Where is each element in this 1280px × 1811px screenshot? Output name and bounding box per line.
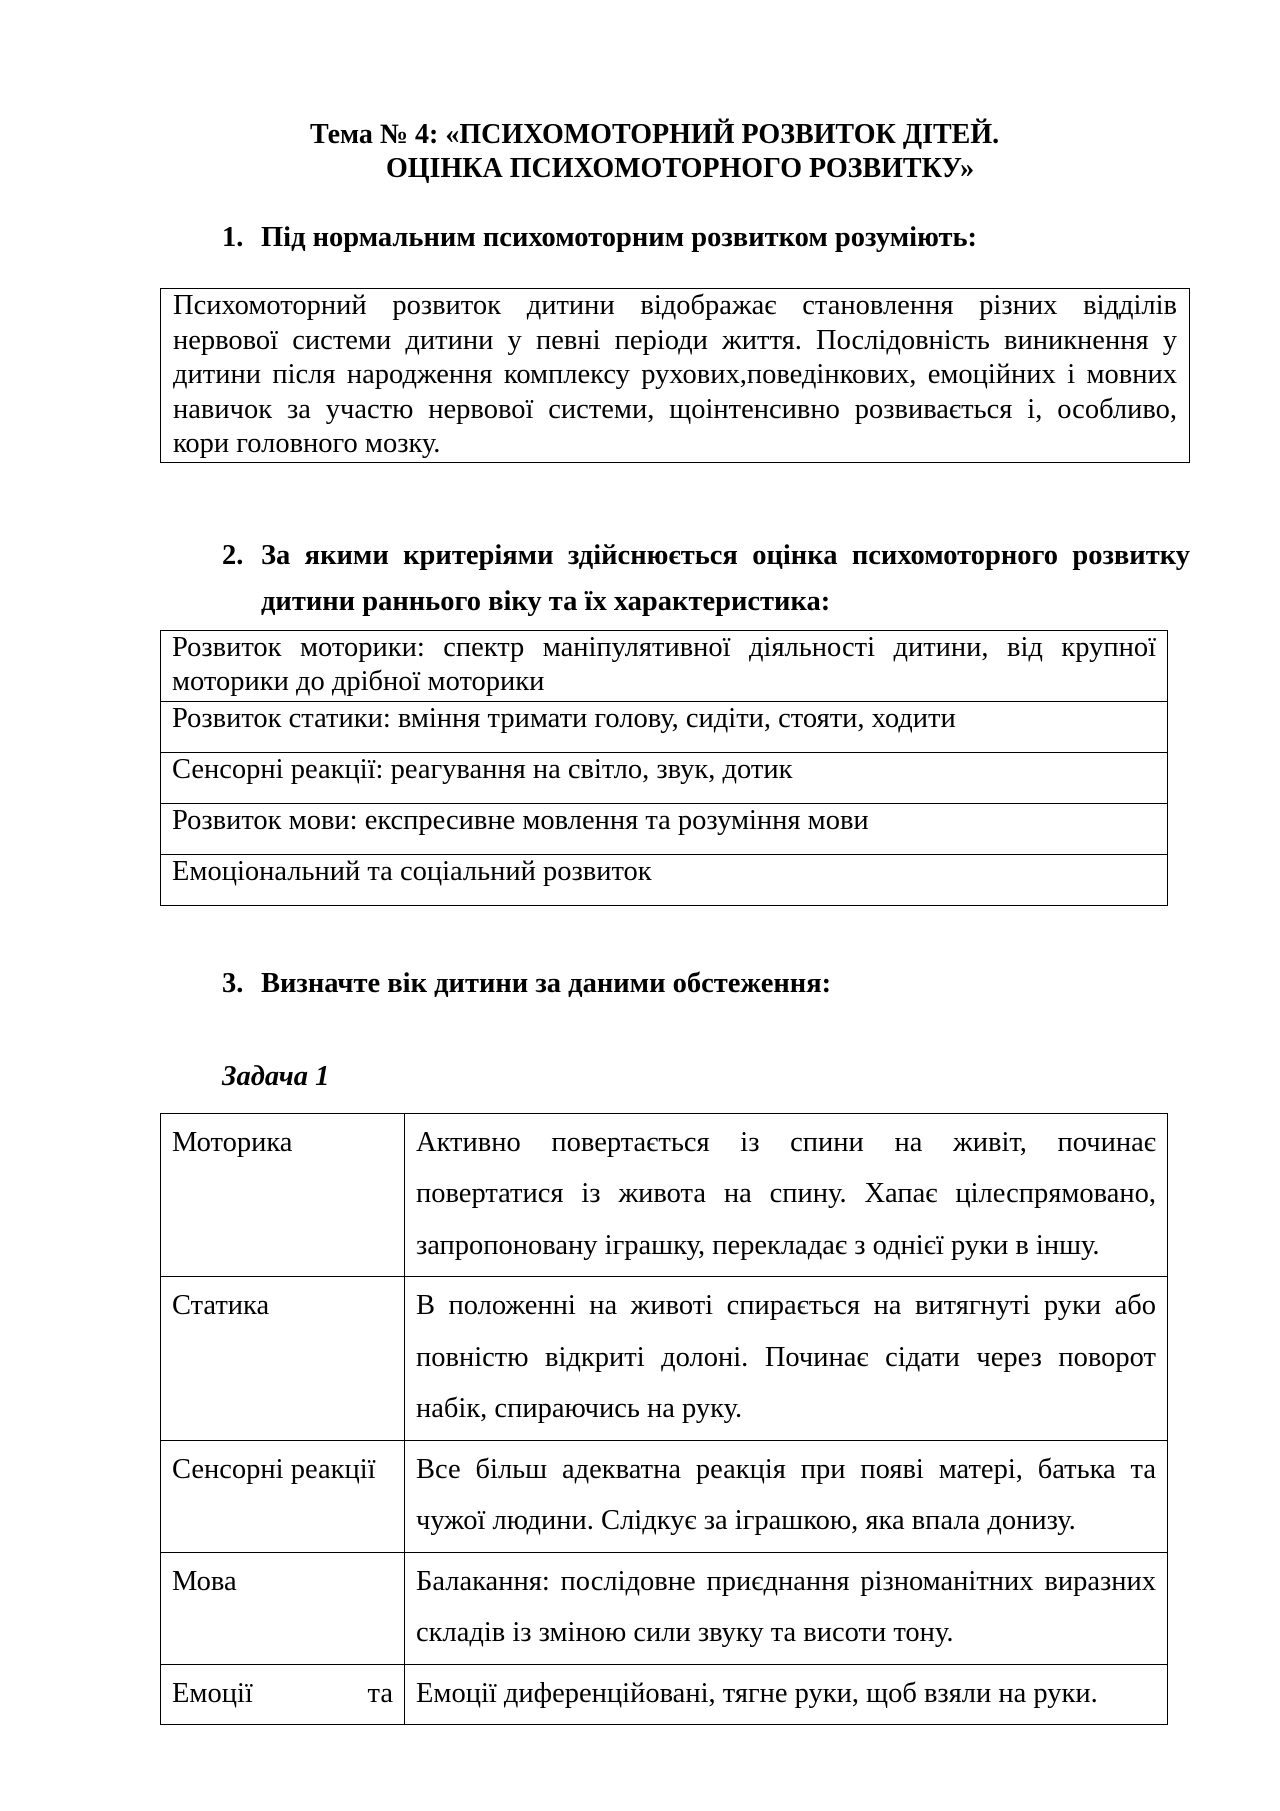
table-row [161,1277,1168,1441]
row-key: Статика [161,1277,405,1441]
task-label: Задача 1 [222,1060,330,1092]
criteria-cell: Емоціональний та соціальний розвиток [161,854,1168,905]
criteria-table [160,630,1168,906]
question-2-text: За якими критеріями здійснюється оцінка психомоторного розвитку дитини раннього віку та їх характеристика: [261,539,1190,617]
row-key: Емоції та [161,1664,405,1725]
question-3-text: Визначте вік дитини за даними обстеження: [261,967,832,999]
row-value: Емоції диференційовані, тягне руки, щоб взяли на руки. [405,1664,1168,1725]
row-value: Балакання: послідовне приєднання різноманітних виразних складів із зміною сили звуку та висоти тону. [405,1552,1168,1664]
row-value: Все більш адекватна реакція при появі матері, батька та чужої людини. Слідкує за іграшкою, яка впала донизу. [405,1440,1168,1552]
document-page [160,118,1190,1725]
table-row [161,1664,1168,1725]
question-3-number: 3. [222,967,244,999]
table-row [161,854,1168,905]
criteria-cell: Розвиток статики: вміння тримати голову, сидіти, стояти, ходити [161,701,1168,752]
table-row [161,630,1168,701]
table-row [161,803,1168,854]
question-1-text: Під нормальним психомоторним розвитком розуміють: [261,222,978,253]
table-row [161,1440,1168,1552]
criteria-cell: Сенсорні реакції: реагування на світло, звук, дотик [161,752,1168,803]
question-3-heading [222,966,1190,1001]
question-2-heading [222,533,1190,625]
row-value: В положенні на животі спирається на витягнуті руки або повністю відкриті долоні. Починає сідати через поворот набік, спираючись на руку. [405,1277,1168,1441]
criteria-cell: Розвиток мови: експресивне мовлення та розуміння мови [161,803,1168,854]
title-line-1: Тема № 4: «ПСИХОМОТОРНИЙ РОЗВИТОК ДІТЕЙ. [310,119,1000,150]
row-key: Мова [161,1552,405,1664]
question-1-number: 1. [222,222,244,253]
row-key: Сенсорні реакції [161,1440,405,1552]
table-row [161,752,1168,803]
page-title [310,118,1190,186]
table-row [161,1552,1168,1664]
row-value: Активно повертається із спини на живіт, починає повертатися із живота на спину. Хапає цілеспрямовано, запропоновану іграшку, перекладає з однієї руки в іншу. [405,1113,1168,1277]
question-1-heading [222,220,1190,255]
title-line-2: ОЦІНКА ПСИХОМОТОРНОГО РОЗВИТКУ» [386,153,975,184]
question-1-answer-box: Психомоторний розвиток дитини відображає становлення різних відділів нервової системи дитини у певні періоди життя. Послідовність виникнення у дитини після народження комплексу рухових,поведінкових, емоційних і мовних навичок за участю нервової системи, щоінтенсивно розвивається і, особливо, кори головного мозку. [160,288,1190,463]
row-key: Моторика [161,1113,405,1277]
table-row [161,701,1168,752]
table-row [161,1113,1168,1277]
observation-table [160,1113,1168,1726]
criteria-cell: Розвиток моторики: спектр маніпулятивної діяльності дитини, від крупної моторики до дрібної моторики [161,630,1168,701]
question-2-number: 2. [222,539,244,571]
